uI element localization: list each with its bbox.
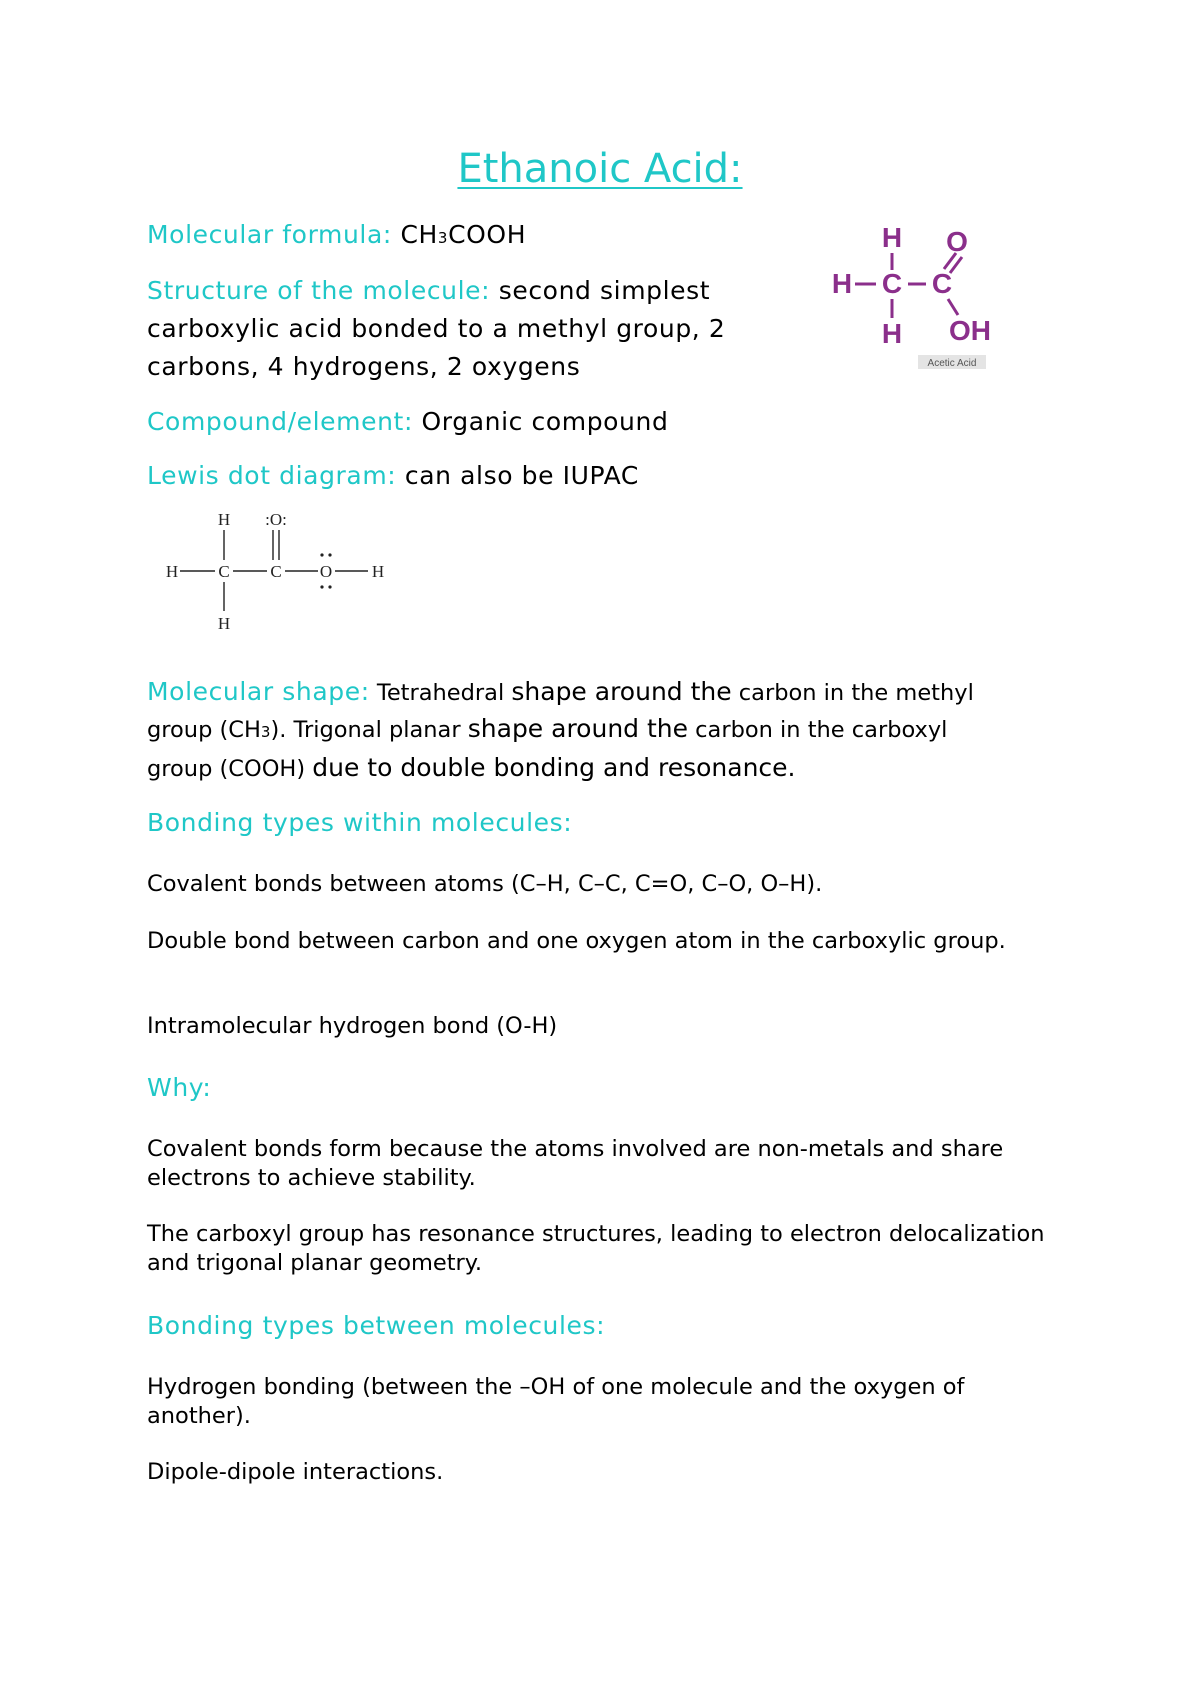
shape-block: Molecular shape: Tetrahedral shape around the carbon in the methyl group (CH3). Trigonal planar shape around the carbon in the carboxyl group (COOH) due to double bonding and resonance. [147,677,974,782]
structure-block [147,272,725,386]
compound-value: Organic compound [421,407,669,436]
within-p1: Covalent bonds between atoms (C–H, C–C, C=O, C–O, O–H). [147,871,823,897]
compound-line [147,407,668,436]
formula-label: Molecular formula: [147,220,392,249]
structure-line-1: second simplest [498,276,711,305]
shape-label: Molecular shape: [147,677,370,706]
page-title: Ethanoic Acid: [457,146,743,192]
lewis-label: Lewis dot diagram: [147,461,397,490]
svg-text:C: C [270,562,282,581]
acetic-h-bottom: H [881,318,903,349]
svg-text:H: H [371,562,385,581]
acetic-o-top: O [946,226,968,257]
svg-text:H: H [217,614,231,633]
lewis-value: can also be IUPAC [404,461,639,490]
acetic-h-left: H [831,268,853,299]
svg-text::O:: :O: [265,510,287,529]
structure-label: Structure of the molecule: [147,276,491,305]
why-p2: The carboxyl group has resonance structures, leading to electron delocalization and trigonal planar geometry. [147,1221,1045,1276]
formula-value: CH3COOH [400,220,527,249]
between-p2: Dipole-dipole interactions. [147,1459,444,1485]
acetic-c1: C [881,268,903,299]
structure-line-2: carboxylic acid bonded to a methyl group, 2 [147,314,726,343]
svg-text:O: O [319,562,333,581]
acetic-h-top: H [881,222,903,253]
formula-line [147,220,526,249]
between-heading: Bonding types between molecules: [147,1311,606,1340]
lewis-dot-diagram-image [160,505,400,635]
acetic-acid-structure-image [830,215,1000,375]
svg-text:H: H [217,510,231,529]
lewis-line [147,461,639,490]
why-heading: Why: [147,1073,212,1102]
why-p1: Covalent bonds form because the atoms involved are non-metals and share electrons to achieve stability. [147,1136,1004,1191]
acetic-caption: Acetic Acid [927,358,977,369]
within-p3: Intramolecular hydrogen bond (O-H) [147,1013,558,1039]
svg-text:C: C [218,562,230,581]
compound-label: Compound/element: [147,407,413,436]
structure-line-3: carbons, 4 hydrogens, 2 oxygens [147,352,581,381]
within-heading: Bonding types within molecules: [147,808,573,837]
within-p2: Double bond between carbon and one oxygen atom in the carboxylic group. [147,928,1006,954]
svg-text:H: H [165,562,179,581]
between-p1: Hydrogen bonding (between the –OH of one molecule and the oxygen of another). [147,1374,965,1429]
acetic-oh: OH [949,315,991,346]
acetic-c2: C [931,268,953,299]
